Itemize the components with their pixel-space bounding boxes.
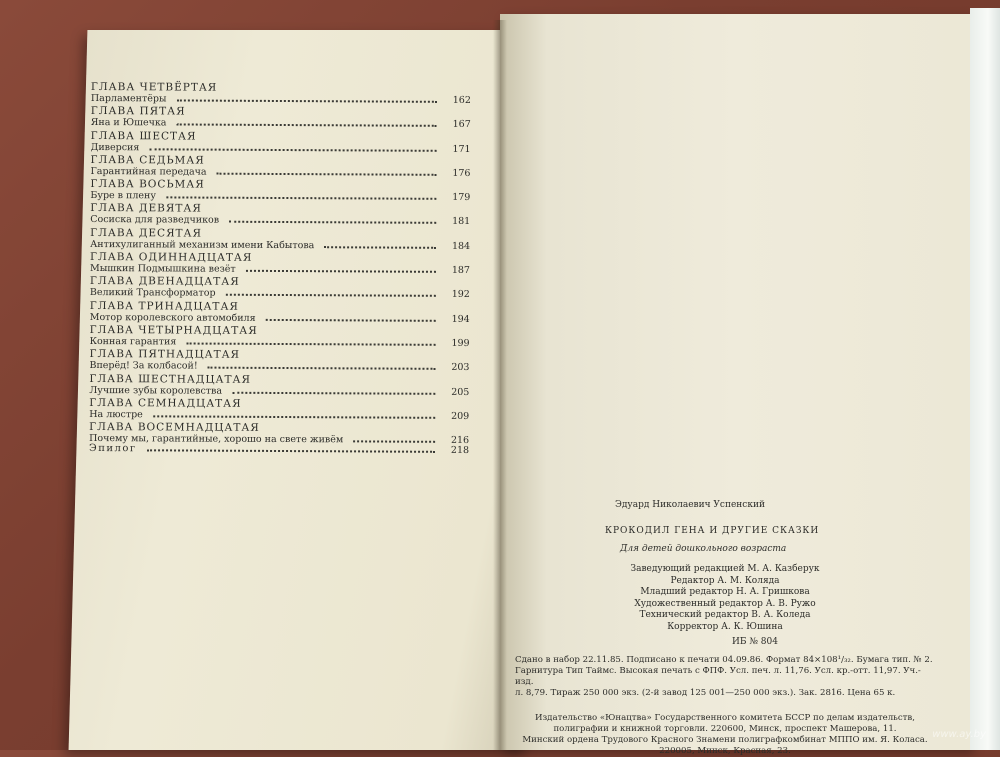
chapter-title: Мотор королевского автомобиля [89, 311, 256, 324]
dot-leader [147, 450, 435, 454]
toc-entry [90, 300, 470, 326]
staff-line: Редактор А. М. Коляда [670, 575, 780, 586]
dot-leader [208, 367, 436, 370]
chapter-title: Диверсия [90, 141, 140, 153]
table-of-contents [89, 81, 471, 456]
dot-leader [176, 124, 436, 127]
page-number: 171 [452, 143, 471, 155]
chapter-heading: ГЛАВА ШЕСТНАДЦАТАЯ [89, 372, 251, 386]
dot-leader [266, 319, 436, 322]
page-number: 205 [451, 386, 470, 398]
toc-entry [90, 227, 470, 253]
site-watermark: www.ay.by [932, 729, 986, 740]
toc-entry [90, 275, 470, 301]
ib-number: ИБ № 804 [732, 637, 778, 647]
toc-entry [89, 421, 469, 447]
chapter-heading: ГЛАВА ШЕСТАЯ [90, 129, 197, 143]
page-number: 181 [452, 216, 471, 228]
editorial-staff [515, 564, 935, 633]
chapter-heading: ГЛАВА ВОСЬМАЯ [90, 178, 205, 191]
chapter-heading: ГЛАВА ЧЕТЫРНАДЦАТАЯ [89, 323, 258, 337]
book-title: КРОКОДИЛ ГЕНА И ДРУГИЕ СКАЗКИ [605, 526, 820, 536]
staff-line: Корректор А. К. Юшина [667, 621, 783, 632]
publisher-line: Минский ордена Трудового Красного Знамени полиграфкомбинат МППО им. Я. Коласа. [522, 735, 928, 745]
page-number: 179 [452, 192, 471, 204]
page-number: 218 [450, 445, 470, 457]
chapter-heading: ГЛАВА СЕМНАДЦАТАЯ [89, 396, 242, 410]
print-details [515, 655, 935, 699]
publisher-line: 220005, Минск, Красная, 23. [659, 746, 791, 756]
dot-leader [246, 270, 436, 273]
toc-entry [89, 397, 469, 423]
print-line: л. 8,79. Тираж 250 000 экз. (2-й завод 125 001—250 000 экз.). Зак. 2816. Цена 65 к. [515, 688, 896, 698]
dot-leader [353, 441, 435, 443]
dot-leader [226, 294, 436, 297]
dot-leader [153, 415, 435, 418]
print-line: Гарнитура Тип Таймс. Высокая печать с ФПФ. Усл. печ. л. 11,76. Усл. кр.-отт. 11,97. Уч.-изд. [515, 666, 921, 687]
chapter-heading: ГЛАВА ПЯТНАДЦАТАЯ [89, 348, 241, 362]
chapter-title: Лучшие зубы королевства [89, 384, 223, 397]
toc-entry [91, 130, 471, 156]
toc-entry [89, 348, 469, 374]
chapter-title: Гарантийная передача [90, 165, 207, 178]
page-number: 187 [451, 264, 471, 277]
staff-line: Младший редактор Н. А. Гришкова [640, 587, 810, 597]
epilog-title: Эпилог [89, 443, 137, 455]
page-number: 176 [452, 167, 471, 179]
page-number: 162 [452, 94, 471, 106]
chapter-title: Конная гарантия [89, 335, 177, 348]
dot-leader [324, 246, 436, 249]
chapter-heading: ГЛАВА ПЯТАЯ [90, 105, 186, 118]
toc-entry [91, 105, 471, 131]
dot-leader [229, 221, 436, 224]
chapter-heading: ГЛАВА ВОСЕМНАДЦАТАЯ [89, 421, 260, 435]
page-number: 194 [451, 313, 470, 325]
page-edges [970, 8, 1000, 750]
chapter-title: Великий Трансформатор [89, 287, 216, 300]
page-number: 184 [451, 240, 471, 252]
publisher-info [515, 713, 935, 757]
dot-leader [176, 99, 436, 102]
chapter-title: На люстре [89, 408, 143, 421]
toc-entry [89, 373, 469, 399]
book-gutter [493, 20, 507, 750]
toc-entry [90, 324, 470, 350]
dot-leader [186, 342, 435, 345]
toc-entry [91, 81, 471, 107]
chapter-line [89, 433, 469, 447]
chapter-title: Сосиска для разведчиков [90, 214, 220, 227]
chapter-heading: ГЛАВА СЕДЬМАЯ [90, 153, 205, 167]
publisher-line: Издательство «Юнацтва» Государственного комитета БССР по делам издательств, [534, 713, 915, 723]
toc-entry [90, 178, 470, 204]
dot-leader [166, 197, 436, 200]
staff-line: Технический редактор В. А. Коледа [639, 610, 811, 620]
imprint-block [515, 500, 935, 757]
dot-leader [232, 391, 435, 394]
chapter-heading: ГЛАВА ОДИННАДЦАТАЯ [90, 251, 253, 264]
chapter-heading: ГЛАВА ДВЕНАДЦАТАЯ [89, 275, 240, 289]
chapter-heading: ГЛАВА ТРИНАДЦАТАЯ [89, 299, 239, 313]
chapter-heading: ГЛАВА ДЕСЯТАЯ [90, 226, 203, 240]
toc-entry [90, 202, 470, 228]
staff-line: Художественный редактор А. В. Ружо [634, 598, 816, 609]
chapter-title: Мышкин Подмышкина везёт [89, 263, 236, 275]
print-line: Сдано в набор 22.11.85. Подписано к печати 04.09.86. Формат 84×108¹/₃₂. Бумага тип. № 2. [515, 655, 933, 665]
page-number: 209 [451, 410, 470, 422]
audience-note: Для детей дошкольного возраста [620, 544, 787, 554]
page-number: 203 [451, 362, 470, 374]
dot-leader [217, 173, 437, 176]
page-number: 192 [451, 289, 470, 301]
page-number: 199 [451, 337, 470, 349]
chapter-title: Почему мы, гарантийные, хорошо на свете живём [89, 433, 344, 446]
dot-leader [149, 148, 436, 152]
chapter-title: Вперёд! За колбасой! [89, 360, 198, 372]
chapter-title: Антихулиганный механизм имени Кабытова [90, 238, 315, 251]
toc-entry [90, 154, 470, 180]
toc-entry [90, 251, 470, 277]
chapter-heading: ГЛАВА ДЕВЯТАЯ [90, 202, 202, 216]
chapter-heading: ГЛАВА ЧЕТВЁРТАЯ [90, 81, 218, 94]
author-name: Эдуард Николаевич Успенский [615, 500, 765, 510]
chapter-title: Парламентёры [90, 93, 167, 105]
staff-line: Заведующий редакцией М. А. Казберук [630, 564, 820, 574]
page-number: 216 [450, 435, 470, 447]
publisher-line: полиграфии и книжной торговли. 220600, Минск, проспект Машерова, 11. [553, 724, 897, 734]
chapter-title: Буре в плену [90, 190, 156, 202]
chapter-title: Яна и Юшечка [90, 117, 167, 129]
page-number: 167 [452, 119, 471, 131]
